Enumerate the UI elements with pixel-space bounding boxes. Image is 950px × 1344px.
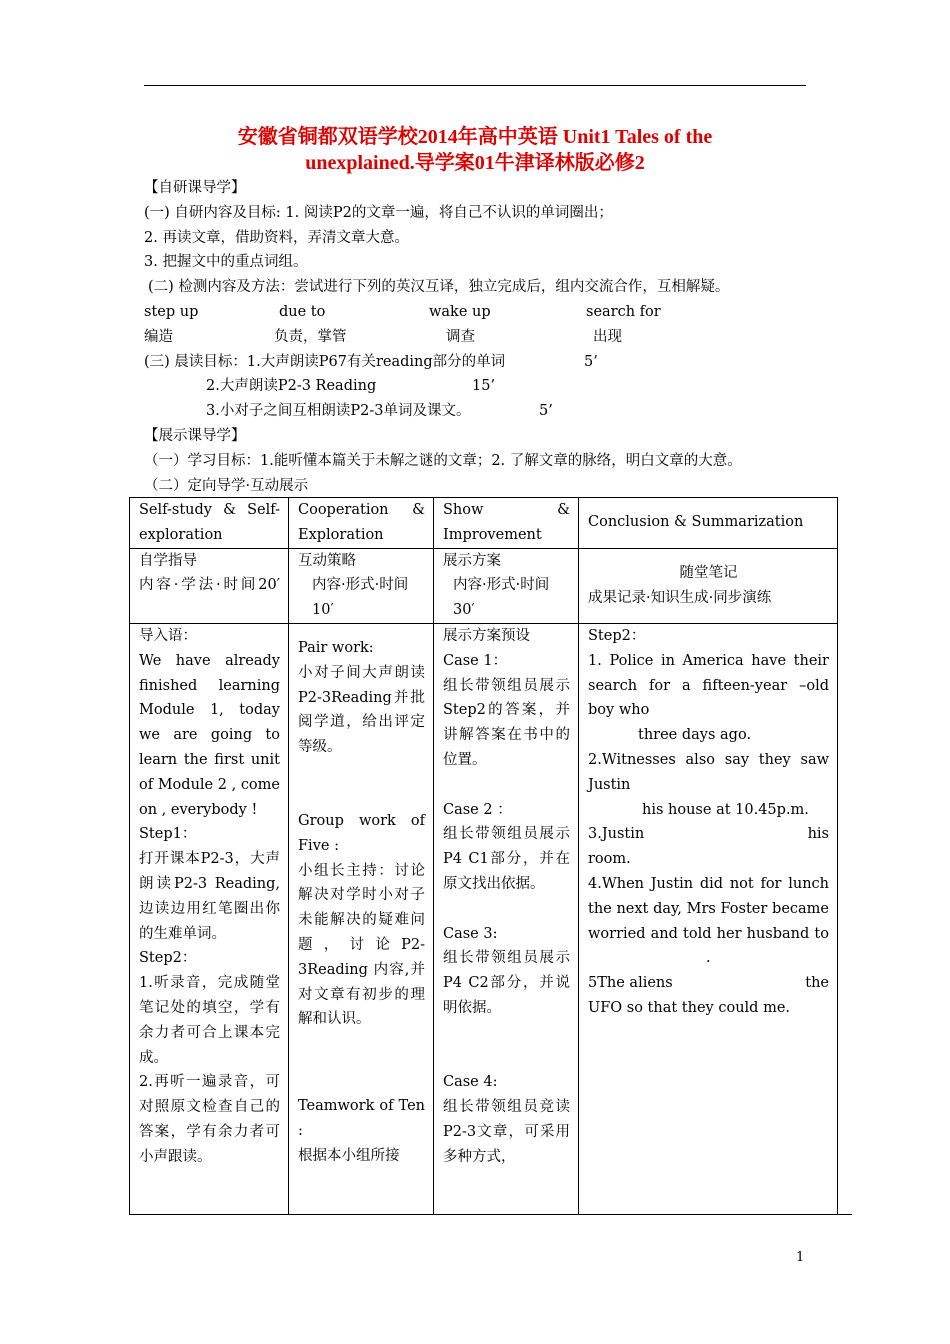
subheader-title: 随堂笔记 [679,564,738,581]
teamwork-text: 根据本小组所接 [298,1147,400,1164]
table-header-row [130,498,838,549]
step-text: 2.再听一遍录音，可对照原文检查自己的答案，学有余力者可小声跟读。 [139,1074,280,1165]
morning-time: 5’ [539,403,553,420]
fill-blank-line [588,822,829,847]
section-heading: 【自研课导学】 [144,180,246,196]
page-title [140,124,810,176]
page-number: 1 [796,1250,805,1265]
phrase-cn: 编造 [144,328,173,345]
phrase-en: wake up [429,303,491,320]
table-rule-extension [832,1214,852,1215]
fill-blank-line [588,872,829,971]
title-line-2: unexplained.导学案01牛津译林版必修2 [305,152,645,174]
table-content-row [130,623,838,1214]
conclusion-column [579,623,838,1214]
fill-blank-text: room. [588,851,631,868]
guide-heading: （二）定向导学·互动展示 [144,477,309,494]
step-text: 打开课本P2-3，大声朗读P2-3 Reading, 边读边用红笔圈出你的生难单词。 [139,851,280,942]
subheader-detail: 成果记录·知识生成·同步演练 [588,589,772,606]
title-line-1: 安徽省铜都双语学校2014年高中英语 Unit1 Tales of the [237,126,713,148]
intro-label: 导入语： [139,627,197,644]
table-header-cell: Cooperation & Exploration [289,498,434,549]
header-rule [144,85,806,86]
table-header-cell: Show & Improvement [434,498,579,549]
self-study-item-3: 3. 把握文中的重点词组。 [144,254,308,271]
subheader-detail: 内容·形式·时间30′ [453,577,550,619]
table-subheader-cell [130,548,289,623]
morning-reading-1 [144,350,824,375]
case-text: 组长带领组员展示P4 C2部分，并说明依据。 [443,950,570,1016]
phrase-en: step up [144,303,199,320]
self-study-item-2: 2. 再读文章，借助资料，弄清文章大意。 [144,229,409,246]
morning-reading-text: (三) 晨读目标：1.大声朗读P67有关reading部分的单词 [144,353,506,370]
subheader-detail: 内容·学法·时间20′ [139,577,280,594]
learning-goal: （一）学习目标：1.能听懂本篇关于未解之谜的文章；2. 了解文章的脉络，明白文章的大意。 [144,452,742,469]
fill-blank-text: three days ago. [638,727,752,744]
self-study-item-4: (二) 检测内容及方法：尝试进行下列的英汉互译，独立完成后，组内交流合作，互相解疑。 [148,279,730,296]
fill-blank-text: 1. Police in America have their search for a fifteen-year –old boy who [588,652,829,719]
pair-work-label: Pair work: [298,639,374,656]
case-text: 组长带领组员展示Step2的答案，并讲解答案在书中的位置。 [443,677,570,768]
step-label: Step2： [588,627,646,644]
subheader-title: 互动策略 [298,552,356,569]
morning-time: 5’ [584,353,598,370]
phrase-en: due to [279,303,326,320]
section-heading: 【展示课导学】 [144,427,246,444]
group-work-text: 小组长主持：讨论解决对学时小对子未能解决的疑难问题，讨论P2-3Reading 内容,并对文章有初步的理解和认识。 [298,862,425,1028]
case-text: 组长带领组员竞读P2-3文章，可采用多种方式， [443,1099,570,1165]
morning-reading-text: 2.大声朗读P2-3 Reading [206,378,377,395]
case-label: Case 4: [443,1074,498,1091]
pair-work-text: 小对子间大声朗读 P2-3Reading并批阅学道，给出评定等级。 [298,664,425,756]
case-label: Case 2 ： [443,801,512,818]
table-subheader-row [130,548,838,623]
intro-text: We have already finished learning Module 1, today we are going to learn the first unit of Module 2 , come on , everybody ! [139,652,280,818]
case-label: Case 1： [443,652,508,669]
self-study-column [130,623,289,1214]
fill-blank-text: his house at 10.45p.m. [642,801,809,818]
case-text: 组长带领组员展示P4 C1部分，并在原文找出依据。 [443,826,570,892]
morning-reading-3 [144,399,824,424]
morning-reading-2 [144,374,824,399]
self-study-section [144,176,824,498]
fill-blank-text: 2.Witnesses also say they saw Justin [588,751,829,793]
subheader-detail: 内容·形式·时间10′ [312,577,409,619]
phrase-en: search for [586,303,661,320]
step-label: Step1： [139,826,197,843]
group-work-label: Group work of Five : [298,812,425,854]
subheader-title: 自学指导 [139,552,197,569]
table-subheader-cell [579,548,838,623]
phrase-cn: 负责，掌管 [274,328,347,345]
fill-blank-line [588,971,829,996]
self-study-item-1: (一) 自研内容及目标: 1. 阅读P2的文章一遍，将自己不认识的单词圈出； [144,204,613,221]
fill-blank-text: the [805,975,829,992]
step-label: Step2： [139,950,197,967]
fill-blank-text: 3.Justin [588,826,645,843]
table-header-cell: Self-study & Self-exploration [130,498,289,549]
morning-reading-text: 3.小对子之间互相朗读P2-3单词及课文。 [206,403,471,420]
teamwork-label: Teamwork of Ten : [298,1098,425,1139]
phrase-cn: 调查 [446,328,475,345]
fill-blank-text: 4.When Justin did not for lunch the next day, Mrs Foster became worried and told her husband to [588,875,829,942]
phrase-row-chinese [144,325,824,350]
fill-blank-text: 5The aliens [588,975,673,992]
table-subheader-cell [289,548,434,623]
cooperation-column [289,623,434,1214]
phrase-row-english [144,300,824,325]
subheader-title: 展示方案 [443,552,501,569]
morning-time: 15’ [472,378,496,395]
plan-label: 展示方案预设 [443,627,530,644]
step-text: 1.听录音，完成随堂笔记处的填空，学有余力者可合上课本完成。 [139,975,280,1066]
case-label: Case 3: [443,925,498,942]
guide-table [129,497,838,1215]
fill-blank-text: UFO so that they could me. [588,999,791,1016]
fill-blank-text: . [706,950,711,967]
table-subheader-cell [434,548,579,623]
show-column [434,623,579,1214]
table-header-cell: Conclusion & Summarization [579,498,838,549]
phrase-cn: 出现 [593,328,622,345]
fill-blank-text: his [807,826,829,843]
